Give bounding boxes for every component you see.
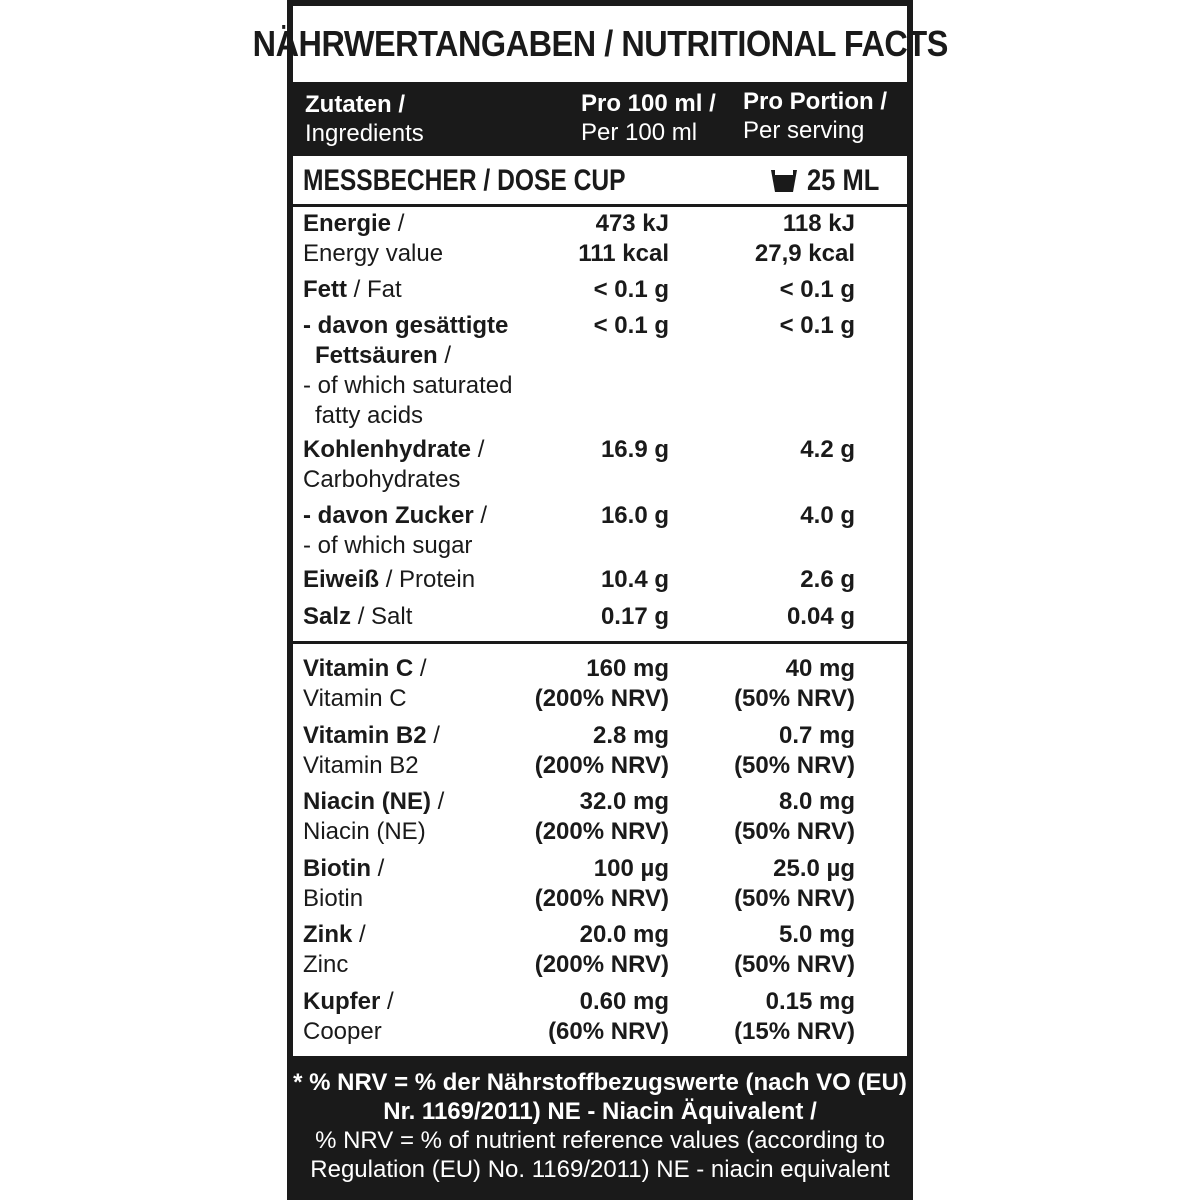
footnote: [287, 1068, 913, 1184]
vitamin-value-per-100ml: [535, 654, 669, 714]
nutrient-name: [303, 275, 583, 305]
nutrient-name-line: Energie /: [303, 210, 405, 237]
nutrient-name-line: Kohlenhydrate /: [303, 436, 485, 463]
title-box: [252, 6, 948, 82]
nutrient-value-per-100ml: [594, 311, 669, 341]
nutrient-name: [303, 435, 583, 495]
nutrient-name-line: Fettsäuren /: [315, 342, 452, 369]
vitamin-value-per-portion: [734, 787, 855, 847]
nutrient-value-per-100ml: [578, 209, 669, 269]
nutrient-name-line: Eiweiß / Protein: [303, 566, 476, 593]
header-ingredients-en: Ingredients: [305, 120, 424, 147]
nutrient-value-per-portion: [800, 501, 855, 531]
vitamin-value-per-portion: [734, 920, 855, 980]
footnote-line-1: * % NRV = % der Nährstoffbezugswerte (nach VO (EU): [293, 1069, 907, 1096]
nutrient-name-line: [303, 311, 583, 341]
footnote-line-3: % NRV = % of nutrient reference values (according to: [315, 1127, 885, 1154]
vitamin-name-en: Zinc: [303, 951, 349, 978]
vitamin-name-line: Biotin /: [303, 855, 385, 882]
vitamin-value: (200% NRV): [534, 685, 669, 712]
nutrient-name-de-cont: Fettsäuren: [315, 342, 438, 369]
header-ingredients: [305, 90, 424, 160]
nutrient-name-en: - of which saturated: [303, 372, 513, 399]
nutrient-name: [303, 209, 583, 269]
vitamin-value: (15% NRV): [734, 1018, 855, 1045]
nutrient-name: [303, 501, 583, 561]
vitamin-name-de: Kupfer: [303, 988, 381, 1015]
nutrient-value-per-portion: [787, 602, 855, 632]
nutrient-value: < 0.1 g: [779, 276, 855, 303]
nutrients-panel: [293, 207, 907, 641]
nutrient-value: 0.04 g: [786, 603, 855, 630]
vitamin-value-per-portion: [734, 854, 855, 914]
vitamin-value-per-100ml: [548, 987, 669, 1047]
nutrient-value: 473 kJ: [595, 210, 669, 237]
nutrient-value-per-100ml: [594, 275, 669, 305]
vitamin-name-en: Niacin (NE): [303, 818, 426, 845]
vitamin-value: (200% NRV): [534, 818, 669, 845]
header-ingredients-de: Zutaten /: [305, 91, 405, 118]
nutrient-value-per-portion: [755, 209, 855, 269]
vitamin-value: (200% NRV): [534, 752, 669, 779]
vitamin-value: (50% NRV): [734, 951, 855, 978]
header-portion-de: Pro Portion /: [743, 88, 887, 115]
nutrition-label: [252, 0, 948, 1200]
nutrient-value: < 0.1 g: [593, 312, 669, 339]
vitamin-name-de: Vitamin B2: [303, 722, 427, 749]
vitamin-value: 2.8 mg: [592, 722, 669, 749]
nutrient-value: 16.9 g: [600, 436, 669, 463]
nutrient-name-en: Carbohydrates: [303, 466, 461, 493]
vitamin-value-per-portion: [734, 987, 855, 1047]
vitamin-value-per-100ml: [535, 787, 669, 847]
dose-label: MESSBECHER / DOSE CUP: [303, 164, 626, 197]
vitamin-value: 8.0 mg: [778, 788, 855, 815]
nutrient-name-de: Kohlenhydrate: [303, 436, 472, 463]
nutrient-name-de: Fett: [303, 276, 347, 303]
vitamin-name-en: Biotin: [303, 885, 364, 912]
vitamin-name-line: Vitamin B2 /: [303, 722, 440, 749]
nutrient-value: 0.17 g: [600, 603, 669, 630]
vitamin-name: [303, 987, 583, 1047]
vitamin-value: (200% NRV): [534, 885, 669, 912]
nutrient-name: [303, 311, 583, 431]
vitamin-value: 25.0 µg: [773, 855, 855, 882]
nutrient-value-per-portion: [800, 565, 855, 595]
nutrient-value-per-portion: [780, 311, 855, 341]
nutrient-value-per-100ml: [601, 565, 669, 595]
nutrient-value: 2.6 g: [800, 566, 855, 593]
nutrient-value: 10.4 g: [600, 566, 669, 593]
vitamin-value: 0.60 mg: [579, 988, 669, 1015]
vitamin-value-per-portion: [734, 721, 855, 781]
header-per100-de: Pro 100 ml /: [581, 90, 716, 117]
nutrient-name-line: Salz / Salt: [303, 603, 413, 630]
vitamin-name-en: Cooper: [303, 1018, 382, 1045]
vitamin-value: (50% NRV): [734, 685, 855, 712]
vitamin-value-per-portion: [734, 654, 855, 714]
vitamin-value: (50% NRV): [734, 818, 855, 845]
nutrient-value-per-portion: [800, 435, 855, 465]
vitamin-name-line: Zink /: [303, 921, 366, 948]
nutrient-value-per-portion: [780, 275, 855, 305]
nutrient-name-en: Energy value: [303, 240, 444, 267]
vitamin-name-line: Niacin (NE) /: [303, 788, 445, 815]
nutrient-name-line: - davon Zucker /: [303, 502, 488, 529]
vitamin-value-per-100ml: [535, 721, 669, 781]
nutrient-value: < 0.1 g: [593, 276, 669, 303]
footnote-line-2: Nr. 1169/2011) NE - Niacin Äquivalent /: [383, 1098, 817, 1125]
header-portion-en: Per serving: [743, 117, 865, 144]
vitamin-value-per-100ml: [535, 854, 669, 914]
vitamin-name-de: Vitamin C: [303, 655, 414, 682]
dose-value: 25 ML: [807, 164, 880, 197]
header-per100-en: Per 100 ml: [581, 119, 698, 146]
vitamin-value: (50% NRV): [734, 752, 855, 779]
vitamin-value-per-100ml: [535, 920, 669, 980]
vitamin-value: 160 mg: [586, 655, 669, 682]
vitamin-value: 100 µg: [593, 855, 669, 882]
nutrient-name: [303, 565, 583, 595]
vitamin-value: (200% NRV): [534, 951, 669, 978]
vitamin-name-de: Biotin: [303, 855, 371, 882]
nutrient-value-per-100ml: [601, 602, 669, 632]
nutrient-name-de: Salz: [303, 603, 352, 630]
label-title: NÄHRWERTANGABEN / NUTRITIONAL FACTS: [252, 23, 948, 64]
nutrient-name-line: Fett / Fat: [303, 276, 402, 303]
dose-cup-row: [293, 156, 907, 206]
vitamin-value: 0.7 mg: [778, 722, 855, 749]
footnote-line-4: Regulation (EU) No. 1169/2011) NE - niacin equivalent: [310, 1156, 890, 1183]
nutrient-value: 118 kJ: [782, 210, 855, 237]
nutrient-value-per-100ml: [601, 435, 669, 465]
vitamin-name-de: Zink: [303, 921, 353, 948]
vitamins-panel: [293, 644, 907, 1056]
vitamin-name-de: Niacin (NE): [303, 788, 432, 815]
header-per-portion: [743, 87, 887, 157]
nutrient-name-en: - of which sugar: [303, 532, 473, 559]
vitamin-value: 32.0 mg: [579, 788, 669, 815]
vitamin-value: (60% NRV): [548, 1018, 669, 1045]
vitamin-name-en: Vitamin C: [303, 685, 407, 712]
vitamin-name-line: Kupfer /: [303, 988, 394, 1015]
nutrient-name-de: Eiweiß: [303, 566, 380, 593]
nutrient-name-de: - davon gesättigte: [303, 312, 509, 339]
nutrient-value: 16.0 g: [600, 502, 669, 529]
vitamin-name-en: Vitamin B2: [303, 752, 419, 779]
nutrient-name-en-cont: fatty acids: [315, 402, 424, 429]
nutrient-name-de: Energie: [303, 210, 392, 237]
nutrient-value: 111 kcal: [578, 240, 669, 267]
vitamin-value: 40 mg: [785, 655, 855, 682]
vitamin-value: 20.0 mg: [579, 921, 669, 948]
vitamin-value: (50% NRV): [734, 885, 855, 912]
vitamin-value: 5.0 mg: [778, 921, 855, 948]
nutrient-value-per-100ml: [601, 501, 669, 531]
nutrient-value: < 0.1 g: [779, 312, 855, 339]
nutrient-name-de: - davon Zucker: [303, 502, 474, 529]
nutrient-value: 27,9 kcal: [754, 240, 855, 267]
nutrient-value: 4.0 g: [800, 502, 855, 529]
nutrient-value: 4.2 g: [800, 436, 855, 463]
header-per-100ml: [581, 89, 716, 159]
vitamin-name-line: Vitamin C /: [303, 655, 427, 682]
vitamin-value: 0.15 mg: [765, 988, 855, 1015]
cup-icon: [769, 168, 799, 194]
nutrient-name: [303, 602, 583, 632]
